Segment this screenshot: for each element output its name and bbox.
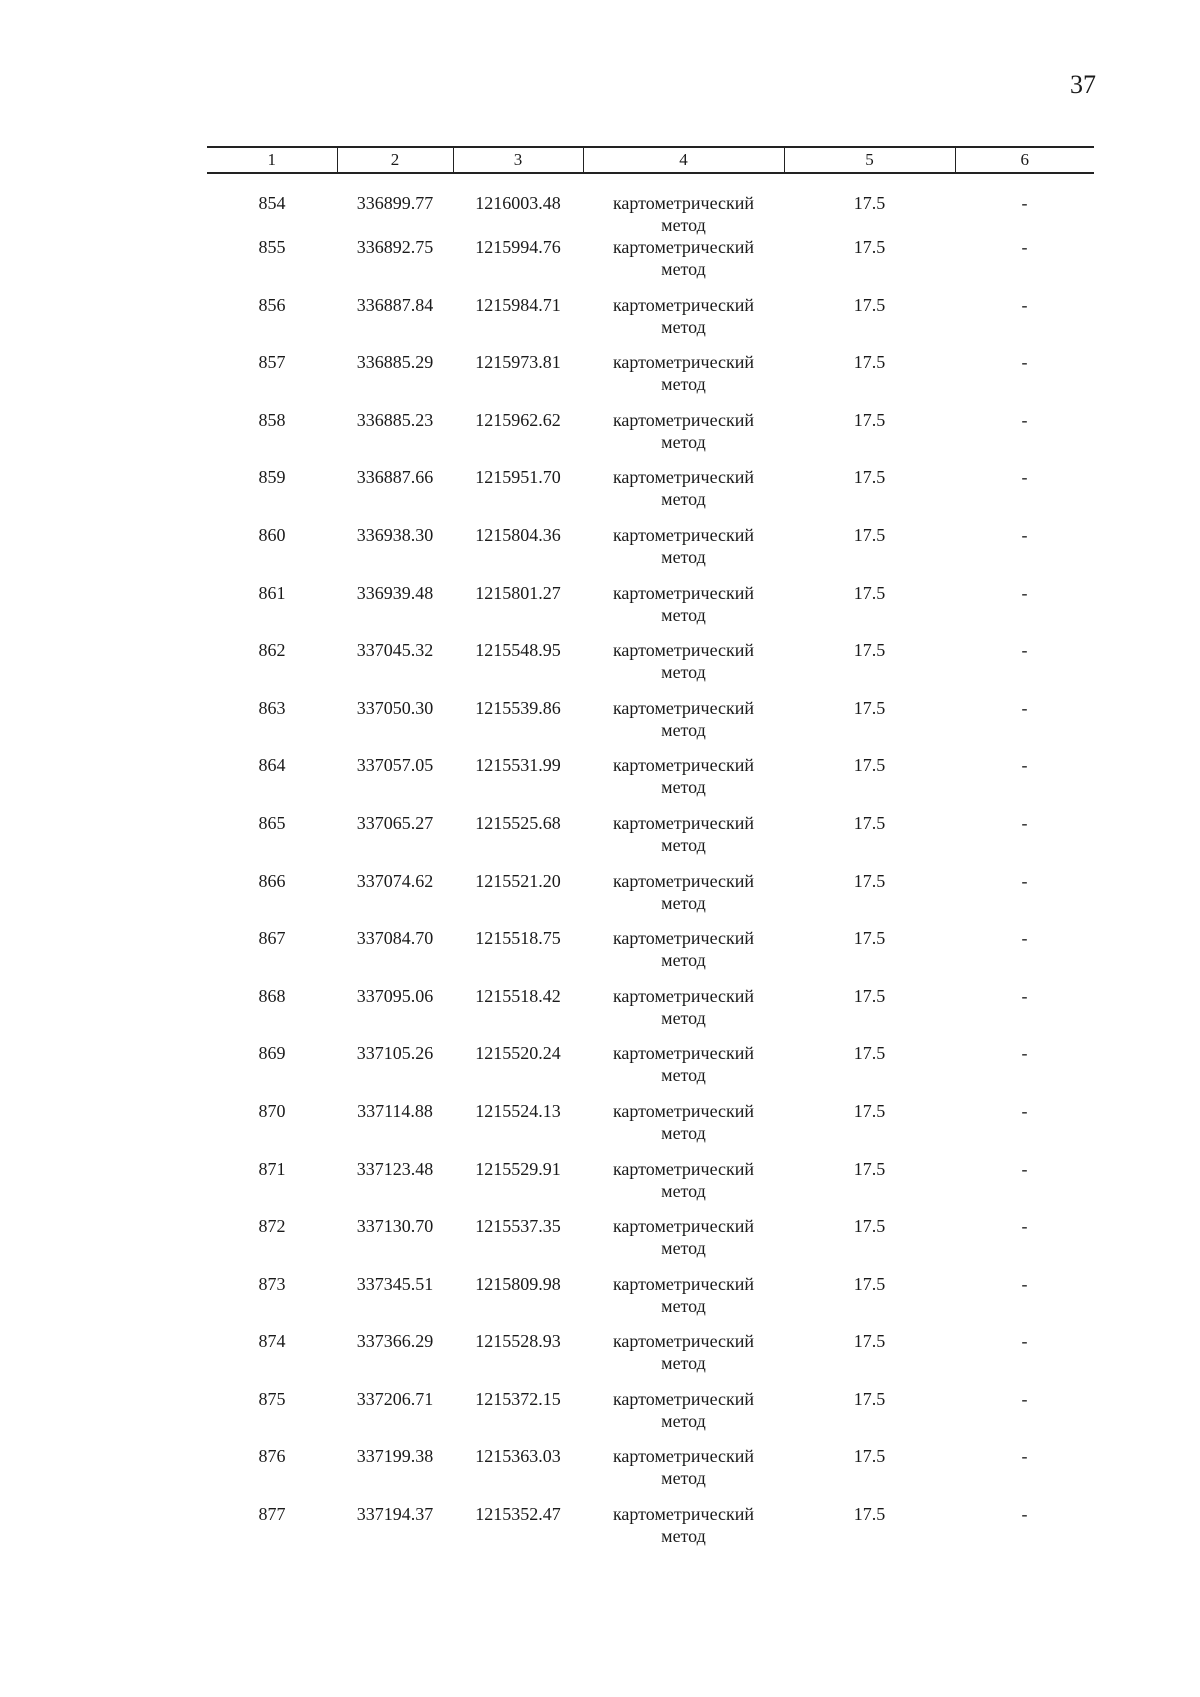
x-coordinate-cell: 336885.23 [356,409,434,430]
accuracy-cell: 17.5 [853,640,886,661]
x-coordinate-cell: 337206.71 [356,1388,434,1409]
accuracy-cell: 17.5 [853,812,886,833]
method-text: картометрический метод [612,294,755,337]
accuracy-cell: 17.5 [853,467,886,488]
note-cell: - [1021,985,1028,1006]
y-coordinate-cell: 1215520.24 [475,1043,561,1064]
note-cell: - [1021,812,1028,833]
method-cell [583,236,784,294]
x-coordinate-cell: 337074.62 [356,870,434,891]
method-text: картометрический метод [612,812,755,855]
note-cell: - [1021,1100,1028,1121]
accuracy-cell: 17.5 [853,1100,886,1121]
note-cell: - [1021,1216,1028,1237]
method-cell [583,1388,784,1446]
note-cell: - [1021,870,1028,891]
x-coordinate-cell: 337045.32 [356,640,434,661]
x-coordinate-cell: 336938.30 [356,524,434,545]
y-coordinate-cell: 1215518.42 [475,985,561,1006]
accuracy-cell: 17.5 [853,524,886,545]
table-row [207,294,1094,352]
y-coordinate-cell: 1215973.81 [475,352,561,373]
method-cell [583,1273,784,1331]
point-number-cell: 869 [258,1043,286,1064]
note-cell: - [1021,193,1028,213]
note-cell: - [1021,1331,1028,1352]
point-number-cell: 871 [258,1158,286,1179]
method-cell [583,1445,784,1503]
accuracy-cell: 17.5 [853,1331,886,1352]
y-coordinate-cell: 1215524.13 [475,1100,561,1121]
table-row [207,639,1094,697]
method-cell [583,466,784,524]
point-number-cell: 854 [258,193,286,213]
note-cell: - [1021,409,1028,430]
point-number-cell: 877 [258,1504,286,1525]
x-coordinate-cell: 337199.38 [356,1446,434,1467]
note-cell: - [1021,755,1028,776]
x-coordinate-cell: 337095.06 [356,985,434,1006]
y-coordinate-cell: 1215528.93 [475,1331,561,1352]
table-row [207,985,1094,1043]
method-cell [583,1042,784,1100]
note-cell: - [1021,928,1028,949]
column-header: 2 [337,147,453,173]
accuracy-cell: 17.5 [853,193,886,213]
method-text: картометрический метод [612,640,755,683]
method-text: картометрический метод [612,1100,755,1143]
note-cell: - [1021,294,1028,315]
y-coordinate-cell: 1215539.86 [475,697,561,718]
y-coordinate-cell: 1215537.35 [475,1216,561,1237]
accuracy-cell: 17.5 [853,1388,886,1409]
method-cell [583,582,784,640]
accuracy-cell: 17.5 [853,697,886,718]
column-header: 4 [583,147,784,173]
table-row [207,1330,1094,1388]
x-coordinate-cell: 337123.48 [356,1158,434,1179]
method-cell [583,639,784,697]
x-coordinate-cell: 337130.70 [356,1216,434,1237]
column-header: 6 [955,147,1094,173]
method-cell [583,1215,784,1273]
accuracy-cell: 17.5 [853,1273,886,1294]
point-number-cell: 856 [258,294,286,315]
x-coordinate-cell: 337084.70 [356,928,434,949]
method-text: картометрический метод [612,1331,755,1374]
method-text: картометрический метод [612,697,755,740]
method-cell [583,754,784,812]
x-coordinate-cell: 336885.29 [356,352,434,373]
accuracy-cell: 17.5 [853,1158,886,1179]
method-text: картометрический метод [612,409,755,452]
y-coordinate-cell: 1215372.15 [475,1388,561,1409]
accuracy-cell: 17.5 [853,294,886,315]
table-row [207,1445,1094,1503]
y-coordinate-cell: 1215801.27 [475,582,561,603]
point-number-cell: 859 [258,467,286,488]
method-text: картометрический метод [612,524,755,567]
accuracy-cell: 17.5 [853,582,886,603]
method-text: картометрический метод [612,1446,755,1489]
method-text: картометрический метод [612,1216,755,1259]
note-cell: - [1021,582,1028,603]
point-number-cell: 858 [258,409,286,430]
accuracy-cell: 17.5 [853,1504,886,1525]
y-coordinate-cell: 1215951.70 [475,467,561,488]
point-number-cell: 868 [258,985,286,1006]
table-row [207,812,1094,870]
method-cell [583,697,784,755]
point-number-cell: 867 [258,928,286,949]
note-cell: - [1021,1043,1028,1064]
method-text: картометрический метод [612,193,755,235]
table-row [207,173,1094,236]
accuracy-cell: 17.5 [853,237,886,257]
method-text: картометрический метод [612,928,755,971]
x-coordinate-cell: 337114.88 [357,1100,433,1121]
y-coordinate-cell: 1215962.62 [475,409,561,430]
x-coordinate-cell: 337065.27 [356,812,434,833]
point-number-cell: 870 [258,1100,286,1121]
method-cell [583,351,784,409]
point-number-cell: 863 [258,697,286,718]
y-coordinate-cell: 1215984.71 [475,294,561,315]
column-header: 5 [784,147,955,173]
note-cell: - [1021,467,1028,488]
method-text: картометрический метод [612,582,755,625]
note-cell: - [1021,1273,1028,1294]
x-coordinate-cell: 337345.51 [356,1273,434,1294]
method-text: картометрический метод [612,755,755,798]
x-coordinate-cell: 337057.05 [356,755,434,776]
point-number-cell: 876 [258,1446,286,1467]
note-cell: - [1021,1446,1028,1467]
y-coordinate-cell: 1215363.03 [475,1446,561,1467]
table-row [207,409,1094,467]
coordinates-table [207,146,1094,1561]
note-cell: - [1021,697,1028,718]
point-number-cell: 872 [258,1216,286,1237]
note-cell: - [1021,352,1028,373]
accuracy-cell: 17.5 [853,870,886,891]
table-row [207,1503,1094,1561]
point-number-cell: 862 [258,640,286,661]
point-number-cell: 875 [258,1388,286,1409]
method-cell [583,985,784,1043]
table-row [207,927,1094,985]
point-number-cell: 860 [258,524,286,545]
table-header [207,147,1094,173]
point-number-cell: 855 [258,237,286,257]
x-coordinate-cell: 337105.26 [356,1043,434,1064]
y-coordinate-cell: 1215531.99 [475,755,561,776]
method-text: картометрический метод [612,467,755,510]
method-cell [583,1100,784,1158]
accuracy-cell: 17.5 [853,409,886,430]
table-row [207,754,1094,812]
table-row [207,1042,1094,1100]
method-cell [583,870,784,928]
point-number-cell: 873 [258,1273,286,1294]
method-text: картометрический метод [612,1273,755,1316]
accuracy-cell: 17.5 [853,985,886,1006]
table-row [207,870,1094,928]
method-cell [583,812,784,870]
x-coordinate-cell: 336939.48 [356,582,434,603]
note-cell: - [1021,640,1028,661]
accuracy-cell: 17.5 [853,1216,886,1237]
note-cell: - [1021,237,1028,257]
accuracy-cell: 17.5 [853,352,886,373]
table-row [207,1158,1094,1216]
method-cell [583,294,784,352]
point-number-cell: 861 [258,582,286,603]
point-number-cell: 865 [258,812,286,833]
y-coordinate-cell: 1215518.75 [475,928,561,949]
accuracy-cell: 17.5 [853,1043,886,1064]
table-row [207,1215,1094,1273]
method-text: картометрический метод [612,237,755,279]
x-coordinate-cell: 337366.29 [356,1331,434,1352]
column-header: 1 [207,147,337,173]
y-coordinate-cell: 1215529.91 [475,1158,561,1179]
table-row [207,524,1094,582]
table-row [207,351,1094,409]
y-coordinate-cell: 1215804.36 [475,524,561,545]
method-text: картометрический метод [612,1043,755,1086]
x-coordinate-cell: 336887.84 [356,294,434,315]
x-coordinate-cell: 337050.30 [356,697,434,718]
point-number-cell: 866 [258,870,286,891]
point-number-cell: 874 [258,1331,286,1352]
table-body [207,173,1094,1561]
note-cell: - [1021,1388,1028,1409]
y-coordinate-cell: 1215521.20 [475,870,561,891]
accuracy-cell: 17.5 [853,1446,886,1467]
table-row [207,236,1094,294]
note-cell: - [1021,1158,1028,1179]
y-coordinate-cell: 1216003.48 [475,193,561,213]
x-coordinate-cell: 336892.75 [356,237,434,257]
column-header: 3 [453,147,583,173]
point-number-cell: 864 [258,755,286,776]
table-row [207,1388,1094,1446]
method-text: картометрический метод [612,870,755,913]
method-cell [583,1330,784,1388]
x-coordinate-cell: 336899.77 [356,193,434,213]
method-cell [583,1503,784,1561]
y-coordinate-cell: 1215548.95 [475,640,561,661]
table-row [207,1100,1094,1158]
table-row [207,466,1094,524]
method-text: картометрический метод [612,1388,755,1431]
table-row [207,582,1094,640]
table-row [207,1273,1094,1331]
accuracy-cell: 17.5 [853,928,886,949]
method-text: картометрический метод [612,1504,755,1547]
method-text: картометрический метод [612,985,755,1028]
page-number: 37 [1070,70,1096,99]
table-row [207,697,1094,755]
point-number-cell: 857 [258,352,286,373]
method-cell [583,524,784,582]
note-cell: - [1021,524,1028,545]
method-cell [583,927,784,985]
method-cell [583,409,784,467]
note-cell: - [1021,1504,1028,1525]
method-cell [583,1158,784,1216]
method-cell [583,173,784,236]
x-coordinate-cell: 337194.37 [356,1504,434,1525]
x-coordinate-cell: 336887.66 [356,467,434,488]
y-coordinate-cell: 1215525.68 [475,812,561,833]
y-coordinate-cell: 1215809.98 [475,1273,561,1294]
method-text: картометрический метод [612,1158,755,1201]
y-coordinate-cell: 1215994.76 [475,237,561,257]
accuracy-cell: 17.5 [853,755,886,776]
method-text: картометрический метод [612,352,755,395]
y-coordinate-cell: 1215352.47 [475,1504,561,1525]
